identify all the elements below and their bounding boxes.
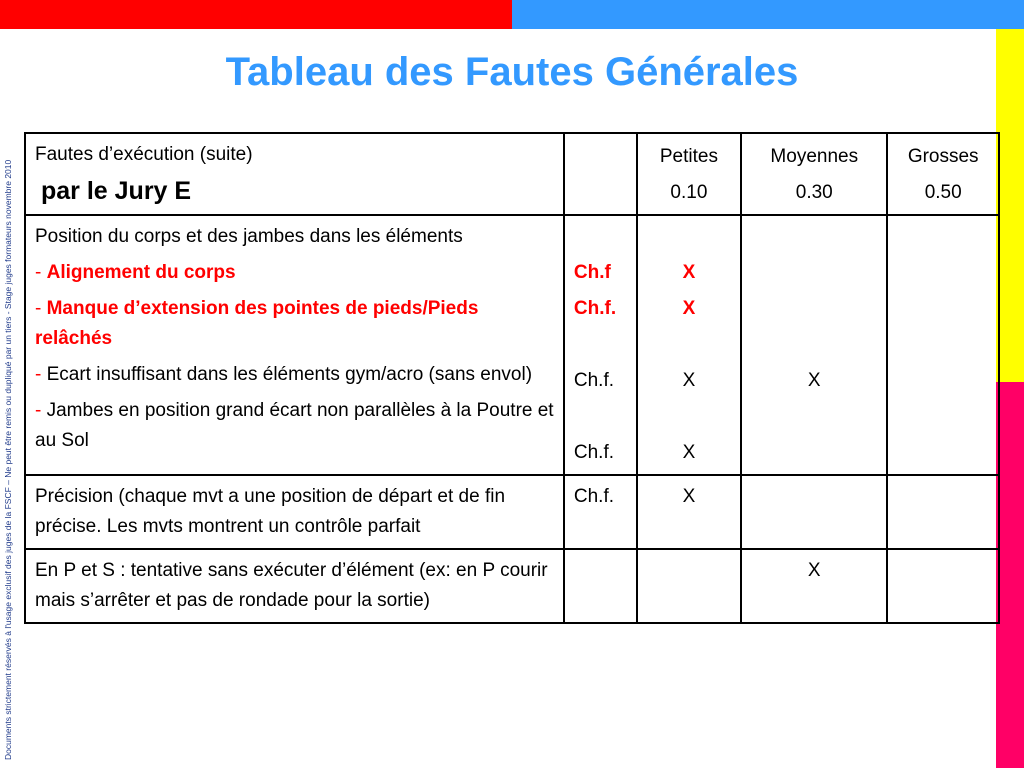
row1-item1-text: Alignement du corps: [46, 262, 236, 283]
row1-item4: [35, 396, 554, 456]
table-row: [25, 549, 999, 623]
bullet-dash: -: [35, 298, 47, 319]
faults-table: [24, 132, 1000, 624]
bullet-dash: -: [35, 364, 47, 385]
row1-petites: [637, 215, 741, 475]
top-red-bar: [0, 0, 512, 29]
row1-item3: [35, 360, 554, 390]
row1-item4-mark: X: [682, 442, 696, 463]
row1-grosses: [887, 215, 999, 475]
row1-item2: [35, 294, 554, 354]
row1-item3-moyennes-mark: X: [807, 370, 821, 391]
row3-description: En P et S : tentative sans exécuter d’élément (ex: en P courir mais s’arrêter et pas de rondade pour la sortie): [25, 549, 564, 623]
row1-item2-text: Manque d’extension des pointes de pieds/Pieds relâchés: [35, 298, 479, 349]
side-disclaimer: Documents strictement réservés à l'usage exclusif des juges de la FSCF – Ne peut être remis ou dupliqué par un tiers - Stage juges formateurs novembre 2010: [3, 159, 13, 760]
top-blue-bar: [512, 0, 1024, 29]
bullet-dash: -: [35, 400, 47, 421]
row1-item2-code: Ch.f.: [573, 298, 617, 319]
table-header-row: [25, 133, 999, 215]
header-cell-moyennes: [741, 133, 887, 215]
row3-petites: [637, 549, 741, 623]
row3-moyennes: X: [741, 549, 887, 623]
row2-code: Ch.f.: [564, 475, 637, 549]
header-title: Fautes d’exécution (suite): [35, 144, 253, 165]
row2-petites: X: [637, 475, 741, 549]
row1-intro: Position du corps et des jambes dans les éléments: [35, 226, 463, 247]
table-row: [25, 215, 999, 475]
moyennes-label: Moyennes: [770, 146, 859, 167]
row2-description: Précision (chaque mvt a une position de départ et de fin précise. Les mvts montrent un contrôle parfait: [25, 475, 564, 549]
moyennes-value: 0.30: [795, 182, 833, 203]
row2-grosses: [887, 475, 999, 549]
table-row: [25, 475, 999, 549]
petites-label: Petites: [659, 146, 718, 167]
row1-item3-text: Ecart insuffisant dans les éléments gym/acro (sans envol): [46, 364, 533, 385]
petites-value: 0.10: [670, 182, 708, 203]
row1-item3-mark: X: [682, 370, 696, 391]
row1-codes: [564, 215, 637, 475]
grosses-label: Grosses: [907, 146, 979, 167]
header-cell-faults: [25, 133, 564, 215]
row1-item1-code: Ch.f: [573, 262, 611, 283]
bullet-dash: -: [35, 262, 47, 283]
header-jury: par le Jury E: [41, 177, 192, 205]
side-pink-bar: [996, 382, 1024, 768]
row1-item2-mark: X: [682, 298, 696, 319]
row1-description: [25, 215, 564, 475]
header-cell-petites: [637, 133, 741, 215]
row1-item1: [35, 258, 554, 288]
row1-item4-code: Ch.f.: [573, 442, 615, 463]
grosses-value: 0.50: [924, 182, 962, 203]
page-title: Tableau des Fautes Générales: [225, 50, 799, 94]
row1-item4-text: Jambes en position grand écart non parallèles à la Poutre et au Sol: [35, 400, 554, 451]
header-cell-code: [564, 133, 637, 215]
header-cell-grosses: [887, 133, 999, 215]
row3-grosses: [887, 549, 999, 623]
row3-code: [564, 549, 637, 623]
row2-moyennes: [741, 475, 887, 549]
row1-moyennes: [741, 215, 887, 475]
row1-item3-code: Ch.f.: [573, 370, 615, 391]
row1-item1-mark: X: [682, 262, 696, 283]
